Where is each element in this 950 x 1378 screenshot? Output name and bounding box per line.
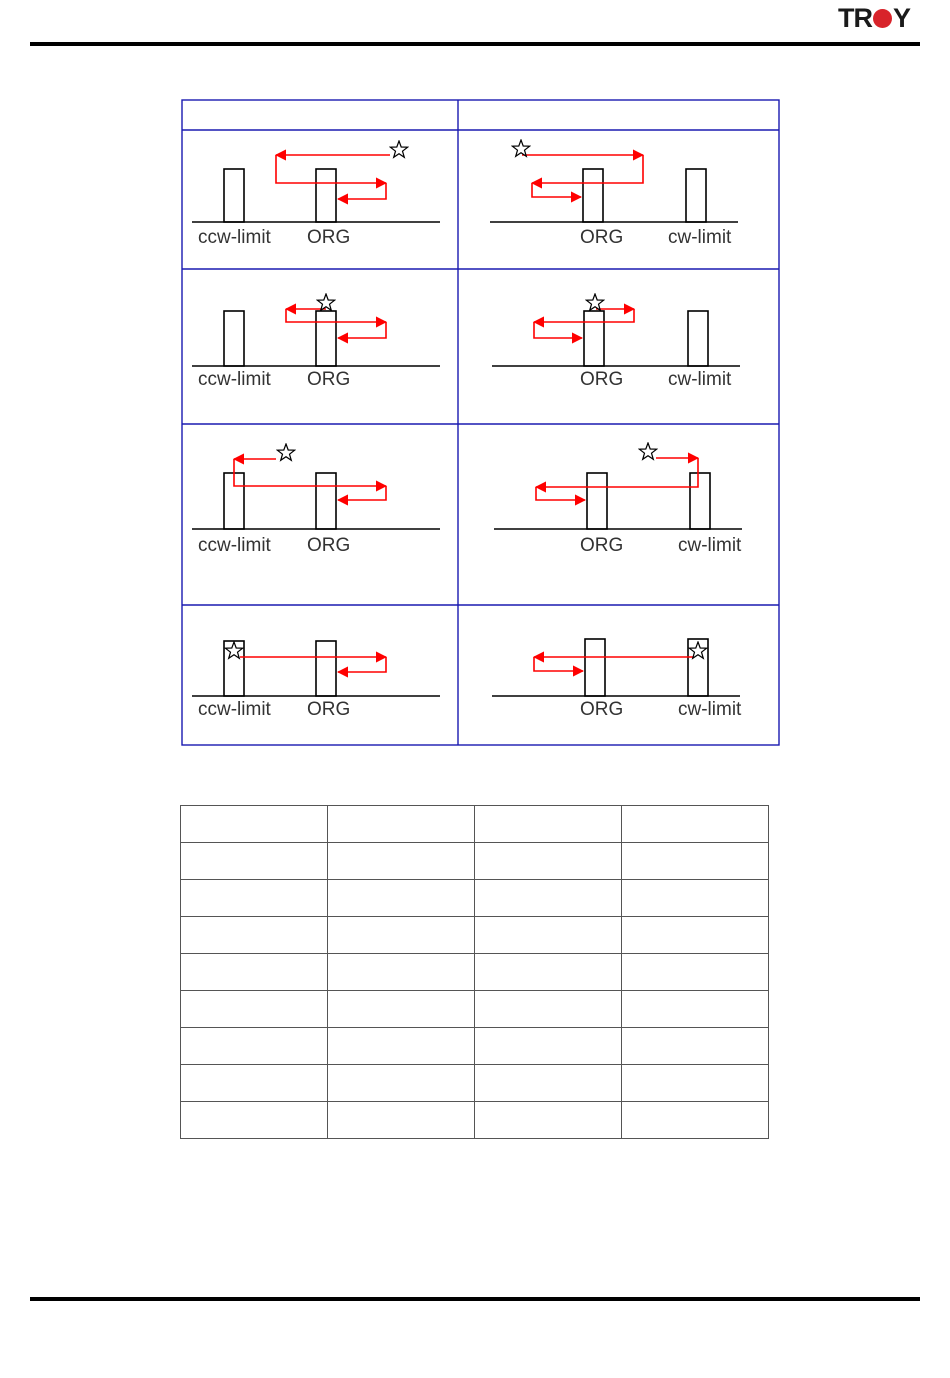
table-cell [181, 991, 328, 1028]
table-cell [475, 954, 622, 991]
table-cell [328, 917, 475, 954]
table-cell [475, 1102, 622, 1139]
table-cell [328, 991, 475, 1028]
table-cell [475, 1028, 622, 1065]
table-row [181, 843, 769, 880]
table-cell [622, 880, 769, 917]
table-cell [328, 1102, 475, 1139]
star-icon [277, 444, 294, 460]
table-cell [328, 880, 475, 917]
table-cell [622, 1028, 769, 1065]
org-label: ORG [307, 227, 351, 248]
cell-row4-left [192, 641, 440, 696]
table-row [181, 1102, 769, 1139]
table-cell [181, 1028, 328, 1065]
org-label: ORG [580, 535, 624, 556]
ccw-limit-label: ccw-limit [198, 699, 271, 720]
star-icon [225, 642, 242, 658]
cell-row3-right [494, 443, 742, 529]
table-cell [181, 806, 328, 843]
star-icon [586, 294, 603, 310]
table-cell [181, 1102, 328, 1139]
table-cell [181, 917, 328, 954]
table-cell [328, 843, 475, 880]
org-label: ORG [307, 699, 351, 720]
footer-rule [30, 1297, 920, 1301]
table-cell [622, 954, 769, 991]
table-row [181, 806, 769, 843]
table-cell [181, 1065, 328, 1102]
table-row [181, 991, 769, 1028]
table-row [181, 954, 769, 991]
table-cell [475, 917, 622, 954]
table-cell [622, 917, 769, 954]
cell-row2-left [192, 294, 440, 366]
table-row [181, 1065, 769, 1102]
troy-logo: TR Y [838, 3, 911, 33]
star-icon [689, 642, 706, 658]
cell-row1-left [192, 141, 440, 222]
org-label: ORG [307, 369, 351, 390]
ccw-limit-label: ccw-limit [198, 227, 271, 248]
table-cell [328, 806, 475, 843]
table-cell [475, 880, 622, 917]
ccw-limit-label: ccw-limit [198, 369, 271, 390]
star-icon [639, 443, 656, 459]
table-cell [181, 954, 328, 991]
table-row [181, 917, 769, 954]
table-cell [622, 806, 769, 843]
cw-limit-label: cw-limit [678, 699, 742, 720]
org-label: ORG [580, 699, 624, 720]
table-cell [622, 843, 769, 880]
cell-row2-right [492, 294, 740, 366]
star-icon [512, 140, 529, 156]
empty-table [180, 805, 769, 1139]
cell-row1-right [490, 140, 738, 222]
cw-limit-label: cw-limit [668, 227, 732, 248]
star-icon [390, 141, 407, 157]
cw-limit-label: cw-limit [678, 535, 742, 556]
org-label: ORG [580, 369, 624, 390]
org-label: ORG [307, 535, 351, 556]
table-cell [475, 843, 622, 880]
table-cell [475, 1065, 622, 1102]
ccw-limit-label: ccw-limit [198, 535, 271, 556]
table-cell [181, 880, 328, 917]
table-cell [622, 1065, 769, 1102]
cell-row4-right [492, 639, 740, 696]
table-cell [622, 991, 769, 1028]
cell-row3-left [192, 444, 440, 529]
table-row [181, 1028, 769, 1065]
cw-limit-label: cw-limit [668, 369, 732, 390]
table-cell [622, 1102, 769, 1139]
star-icon [317, 294, 334, 310]
table-cell [475, 806, 622, 843]
table-cell [328, 1028, 475, 1065]
table-cell [181, 843, 328, 880]
table-cell [328, 954, 475, 991]
table-cell [328, 1065, 475, 1102]
table-cell [475, 991, 622, 1028]
table-row [181, 880, 769, 917]
org-label: ORG [580, 227, 624, 248]
